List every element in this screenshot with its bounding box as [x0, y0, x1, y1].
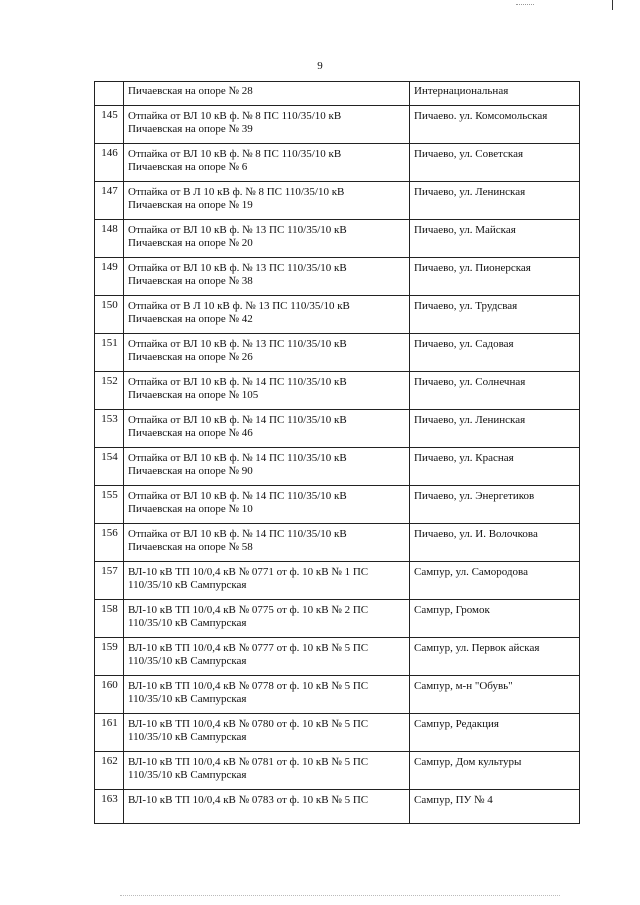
- table-row-continuation: [95, 82, 580, 106]
- row-number-cell: 156: [95, 524, 124, 562]
- address-cell: Пичаево, ул. Солнечная: [410, 372, 580, 410]
- address-cell: Пичаево, ул. Советская: [410, 144, 580, 182]
- page-number: 9: [317, 60, 323, 72]
- row-number-cell: 149: [95, 258, 124, 296]
- line-description-cell: [124, 638, 410, 676]
- line-description-cell: [124, 144, 410, 182]
- table-row: [95, 144, 580, 182]
- line-description-text: 110/35/10 кВ Сампурская: [128, 579, 247, 591]
- line-description-text: Пичаевская на опоре № 105: [128, 389, 259, 401]
- line-description-text: 110/35/10 кВ Сампурская: [128, 655, 247, 667]
- table-row: [95, 752, 580, 790]
- line-description-cell: [124, 524, 410, 562]
- line-description-text: Пичаевская на опоре № 39: [128, 123, 253, 135]
- line-description-cell: [124, 410, 410, 448]
- line-description-text: 110/35/10 кВ Сампурская: [128, 731, 247, 743]
- line-description-text: ВЛ-10 кВ ТП 10/0,4 кВ № 0781 от ф. 10 кВ № 5 ПС: [128, 756, 369, 768]
- line-description-cell: [124, 600, 410, 638]
- row-number-cell: 148: [95, 220, 124, 258]
- line-description-text: Отпайка от ВЛ 10 кВ ф. № 13 ПС 110/35/10 кВ: [128, 224, 347, 236]
- address-cell: Пичаево, ул. И. Волочкова: [410, 524, 580, 562]
- line-description-cell: [124, 296, 410, 334]
- line-description-cell: [124, 562, 410, 600]
- address-cell: Пичаево, ул. Красная: [410, 448, 580, 486]
- table-row: [95, 600, 580, 638]
- line-description-text: Пичаевская на опоре № 46: [128, 427, 253, 439]
- row-number-cell: 150: [95, 296, 124, 334]
- row-number-cell: 162: [95, 752, 124, 790]
- line-description-cell: [124, 448, 410, 486]
- line-description-cell: [124, 790, 410, 824]
- line-description-text: Отпайка от ВЛ 10 кВ ф. № 8 ПС 110/35/10 кВ: [128, 110, 342, 122]
- line-description-cell: [124, 752, 410, 790]
- line-description-text: Отпайка от ВЛ 10 кВ ф. № 14 ПС 110/35/10 кВ: [128, 452, 347, 464]
- line-description-text: Пичаевская на опоре № 58: [128, 541, 253, 553]
- line-description-text: Пичаевская на опоре № 20: [128, 237, 253, 249]
- line-description-text: 110/35/10 кВ Сампурская: [128, 769, 247, 781]
- address-cell: Сампур, м-н "Обувь": [410, 676, 580, 714]
- line-description-text: Пичаевская на опоре № 90: [128, 465, 253, 477]
- line-description-text: Пичаевская на опоре № 38: [128, 275, 253, 287]
- table-row: [95, 372, 580, 410]
- line-description-cell: [124, 372, 410, 410]
- line-description-cell: Пичаевская на опоре № 28: [124, 82, 410, 106]
- table-row: [95, 106, 580, 144]
- line-description-text: Отпайка от ВЛ 10 кВ ф. № 13 ПС 110/35/10 кВ: [128, 338, 347, 350]
- table-row: [95, 334, 580, 372]
- line-description-text: ВЛ-10 кВ ТП 10/0,4 кВ № 0775 от ф. 10 кВ № 2 ПС: [128, 604, 369, 616]
- line-description-text: Отпайка от ВЛ 10 кВ ф. № 14 ПС 110/35/10 кВ: [128, 528, 347, 540]
- address-cell: Сампур, ул. Первок айская: [410, 638, 580, 676]
- line-description-text: ВЛ-10 кВ ТП 10/0,4 кВ № 0771 от ф. 10 кВ № 1 ПС: [128, 566, 369, 578]
- row-number-cell: 163: [95, 790, 124, 824]
- address-cell: Пичаево, ул. Майская: [410, 220, 580, 258]
- line-description-text: Отпайка от В Л 10 кВ ф. № 8 ПС 110/35/10 кВ: [128, 186, 345, 198]
- table-row: [95, 220, 580, 258]
- address-cell: Пичаево, ул. Ленинская: [410, 182, 580, 220]
- address-cell: Пичаево, ул. Трудсвая: [410, 296, 580, 334]
- line-description-cell: [124, 220, 410, 258]
- row-number-cell: 145: [95, 106, 124, 144]
- address-cell: Сампур, Редакция: [410, 714, 580, 752]
- address-cell: Пичаево, ул. Пионерская: [410, 258, 580, 296]
- row-number-cell: 147: [95, 182, 124, 220]
- line-description-text: Пичаевская на опоре № 10: [128, 503, 253, 515]
- table-row: [95, 182, 580, 220]
- address-cell: Сампур, ул. Самородова: [410, 562, 580, 600]
- address-cell: Сампур, Громок: [410, 600, 580, 638]
- power-line-table: [94, 81, 580, 824]
- line-description-text: 110/35/10 кВ Сампурская: [128, 617, 247, 629]
- address-cell: Пичаево, ул. Садовая: [410, 334, 580, 372]
- table-row: [95, 410, 580, 448]
- row-number-cell: 159: [95, 638, 124, 676]
- row-number-cell: [95, 82, 124, 106]
- address-cell: Сампур, Дом культуры: [410, 752, 580, 790]
- table-row: [95, 714, 580, 752]
- address-cell: Сампур, ПУ № 4: [410, 790, 580, 824]
- line-description-text: Пичаевская на опоре № 26: [128, 351, 253, 363]
- line-description-text: Отпайка от ВЛ 10 кВ ф. № 8 ПС 110/35/10 кВ: [128, 148, 342, 160]
- address-cell: Пичаево, ул. Ленинская: [410, 410, 580, 448]
- row-number-cell: 157: [95, 562, 124, 600]
- line-description-cell: [124, 106, 410, 144]
- table-row: [95, 296, 580, 334]
- table-row: [95, 562, 580, 600]
- row-number-cell: 151: [95, 334, 124, 372]
- row-number-cell: 154: [95, 448, 124, 486]
- address-cell: Пичаево, ул. Энергетиков: [410, 486, 580, 524]
- line-description-text: ВЛ-10 кВ ТП 10/0,4 кВ № 0778 от ф. 10 кВ № 5 ПС: [128, 680, 369, 692]
- line-description-cell: [124, 714, 410, 752]
- row-number-cell: 155: [95, 486, 124, 524]
- line-description-text: Отпайка от ВЛ 10 кВ ф. № 14 ПС 110/35/10 кВ: [128, 490, 347, 502]
- scan-artifact: [120, 895, 560, 897]
- line-description-cell: [124, 334, 410, 372]
- table-row: [95, 676, 580, 714]
- line-description-text: Отпайка от В Л 10 кВ ф. № 13 ПС 110/35/10 кВ: [128, 300, 350, 312]
- scan-artifact: [612, 0, 613, 10]
- line-description-cell: [124, 486, 410, 524]
- line-description-text: ВЛ-10 кВ ТП 10/0,4 кВ № 0777 от ф. 10 кВ № 5 ПС: [128, 642, 369, 654]
- address-cell: Пичаево. ул. Комсомольская: [410, 106, 580, 144]
- line-description-text: 110/35/10 кВ Сампурская: [128, 693, 247, 705]
- line-description-text: Отпайка от ВЛ 10 кВ ф. № 13 ПС 110/35/10 кВ: [128, 262, 347, 274]
- table-row: [95, 790, 580, 824]
- row-number-cell: 146: [95, 144, 124, 182]
- line-description-cell: [124, 182, 410, 220]
- table-row: [95, 524, 580, 562]
- line-description-text: ВЛ-10 кВ ТП 10/0,4 кВ № 0783 от ф. 10 кВ № 5 ПС: [128, 794, 369, 806]
- table-row: [95, 448, 580, 486]
- table-row: [95, 258, 580, 296]
- row-number-cell: 153: [95, 410, 124, 448]
- line-description-text: Пичаевская на опоре № 19: [128, 199, 253, 211]
- line-description-text: Пичаевская на опоре № 6: [128, 161, 248, 173]
- line-description-cell: [124, 676, 410, 714]
- table-row: [95, 638, 580, 676]
- line-description-text: ВЛ-10 кВ ТП 10/0,4 кВ № 0780 от ф. 10 кВ № 5 ПС: [128, 718, 369, 730]
- row-number-cell: 160: [95, 676, 124, 714]
- table-row: [95, 486, 580, 524]
- row-number-cell: 158: [95, 600, 124, 638]
- line-description-text: Отпайка от ВЛ 10 кВ ф. № 14 ПС 110/35/10 кВ: [128, 414, 347, 426]
- scan-artifact: [516, 4, 534, 6]
- row-number-cell: 152: [95, 372, 124, 410]
- row-number-cell: 161: [95, 714, 124, 752]
- address-cell: Интернациональная: [410, 82, 580, 106]
- line-description-text: Отпайка от ВЛ 10 кВ ф. № 14 ПС 110/35/10 кВ: [128, 376, 347, 388]
- line-description-text: Пичаевская на опоре № 42: [128, 313, 253, 325]
- line-description-cell: [124, 258, 410, 296]
